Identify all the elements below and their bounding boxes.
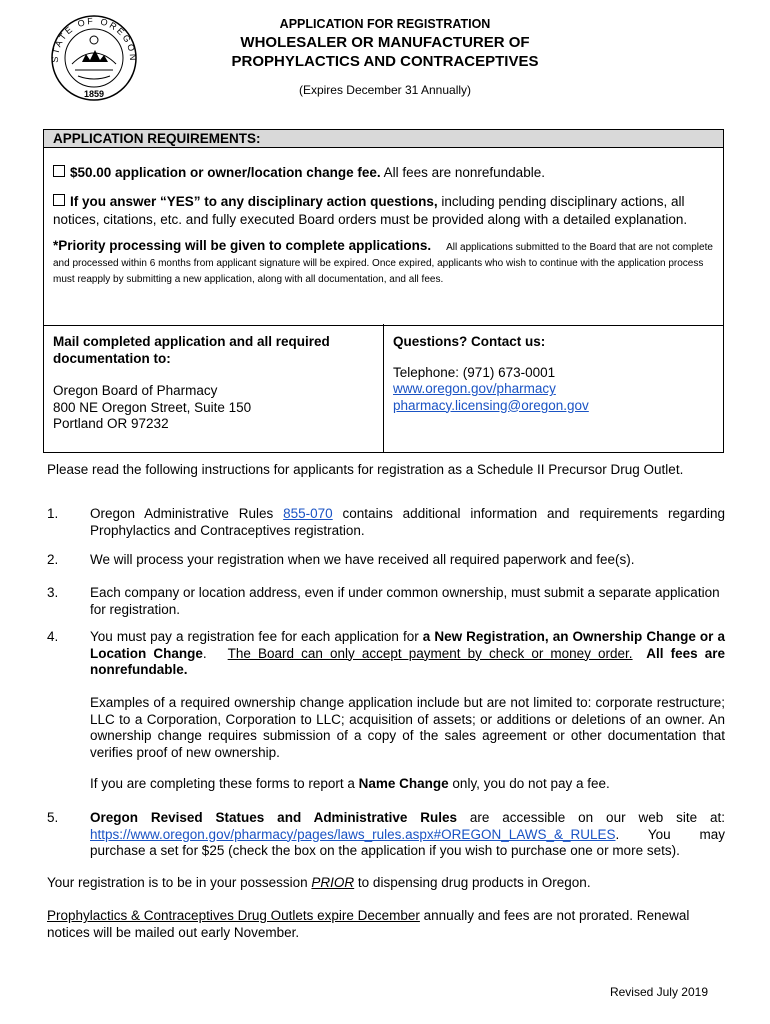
- item-number: 2.: [47, 552, 59, 567]
- fee-bold: $50.00 application or owner/location change fee.: [70, 165, 381, 180]
- item5-text-b: . You may purchase a set for $25 (check the box on the application if you wish to purchase one or more sets).: [90, 826, 725, 858]
- board-city: Portland OR 97232: [53, 416, 169, 431]
- questions-heading: Questions? Contact us:: [393, 334, 546, 349]
- item1-text-b: contains additional information and requirements regarding Prophylactics and Contraceptives registration.: [90, 506, 726, 538]
- mailing-info: [53, 334, 373, 433]
- laws-rules-link[interactable]: https://www.oregon.gov/pharmacy/pages/laws_rules.aspx#OREGON_LAWS_&_RULES: [90, 826, 616, 842]
- expiration-renewal-note: [47, 908, 727, 941]
- disciplinary-requirement: [53, 193, 715, 229]
- possession-note: [47, 875, 727, 892]
- instructions-intro: Please read the following instructions for applicants for registration as a Schedule II Precursor Drug Outlet.: [47, 462, 684, 477]
- mail-heading: Mail completed application and all required documentation to:: [53, 334, 330, 366]
- form-title: [170, 33, 600, 71]
- expire-underlined: Prophylactics & Contraceptives Drug Outlets expire December: [47, 908, 420, 923]
- item4-bold: a New Registration, an Ownership Change or a Location Change: [90, 629, 725, 661]
- priority-small: All applications submitted to the Board that are not complete and processed within 6 months from applicant signature will be expired. Once expired, applicants who wish to continue with the application process must reapply by submitting a new application, along with all documentation, and all fees.: [53, 242, 713, 285]
- item4-namechange-bold: Name Change: [358, 776, 449, 791]
- form-title-line2: PROPHYLACTICS AND CONTRACEPTIVES: [231, 53, 539, 70]
- item5-text-a: are accessible on our web site at:: [456, 810, 725, 825]
- item5-bold: Oregon Revised Statues and Administrative Rules: [90, 810, 457, 825]
- disciplinary-bold: If you answer “YES” to any disciplinary action questions,: [70, 194, 438, 209]
- expiration-note: (Expires December 31 Annually): [298, 83, 472, 97]
- item4-text-b: .: [202, 645, 228, 661]
- questions-info: [393, 334, 713, 414]
- priority-bold: *Priority processing will be given to complete applications.: [53, 238, 432, 253]
- item4-namechange-b: only, you do not pay a fee.: [448, 776, 610, 791]
- board-name: Oregon Board of Pharmacy: [53, 383, 218, 398]
- fee-requirement: [53, 164, 715, 182]
- phone-number: Telephone: (971) 673-0001: [393, 364, 556, 380]
- seal-text: STATE OF OREGON: [49, 15, 139, 63]
- contact-divider: [383, 324, 384, 452]
- rules-855-070-link[interactable]: 855-070: [283, 506, 333, 521]
- item4-payment-note: The Board can only accept payment by check or money order.: [227, 645, 633, 661]
- item-number: 5.: [47, 810, 59, 825]
- possession-prior: PRIOR: [311, 875, 355, 890]
- seal-year: 1859: [83, 89, 105, 99]
- website-link[interactable]: www.oregon.gov/pharmacy: [393, 381, 556, 396]
- form-title-line1: WHOLESALER OR MANUFACTURER OF: [240, 34, 530, 51]
- fee-rest: All fees are nonrefundable.: [380, 165, 545, 180]
- item-number: 4.: [47, 629, 59, 644]
- requirements-box: [43, 129, 724, 326]
- item2-text: We will process your registration when we have received all required paperwork and fee(s).: [90, 552, 635, 567]
- expire-rest: annually and fees are not prorated. Renewal notices will be mailed out early November.: [47, 908, 690, 940]
- item1-text-a: Oregon Administrative Rules: [90, 506, 284, 521]
- item-number: 3.: [47, 585, 59, 600]
- requirements-title: APPLICATION REQUIREMENTS:: [44, 130, 723, 148]
- disciplinary-rest: including pending disciplinary actions, all notices, citations, etc. and fully executed Board orders must be provided along with a detailed explanation.: [53, 194, 688, 227]
- possession-b: to dispensing drug products in Oregon.: [354, 875, 591, 890]
- oregon-state-seal: [42, 12, 146, 102]
- fee-checkbox[interactable]: [53, 165, 65, 177]
- possession-a: Your registration is to be in your possession: [47, 875, 312, 890]
- revision-date: Revised July 2019: [609, 985, 708, 999]
- disciplinary-checkbox[interactable]: [53, 194, 65, 206]
- item-number: 1.: [47, 506, 59, 521]
- item3-text: Each company or location address, even if under common ownership, must submit a separate application for registration.: [90, 585, 720, 617]
- form-subtitle: APPLICATION FOR REGISTRATION: [279, 17, 491, 31]
- item4-examples-text: Examples of a required ownership change application include but are not limited to: corporate restructure; LLC to a Corporation, Corporation to LLC; acquisition of assets; or additions or deletions of an owner. An ownership change requires submission of a copy of the sales agreement or other documentation that verifies proof of new ownership.: [90, 695, 725, 760]
- item4-text-a: You must pay a registration fee for each application for: [90, 629, 423, 644]
- priority-note: [53, 239, 715, 287]
- email-link[interactable]: pharmacy.licensing@oregon.gov: [393, 397, 589, 413]
- board-street: 800 NE Oregon Street, Suite 150: [53, 399, 252, 415]
- contact-box: [43, 324, 724, 453]
- item4-namechange-a: If you are completing these forms to report a: [90, 776, 359, 791]
- item4-nonrefundable: All fees are nonrefundable.: [90, 645, 729, 677]
